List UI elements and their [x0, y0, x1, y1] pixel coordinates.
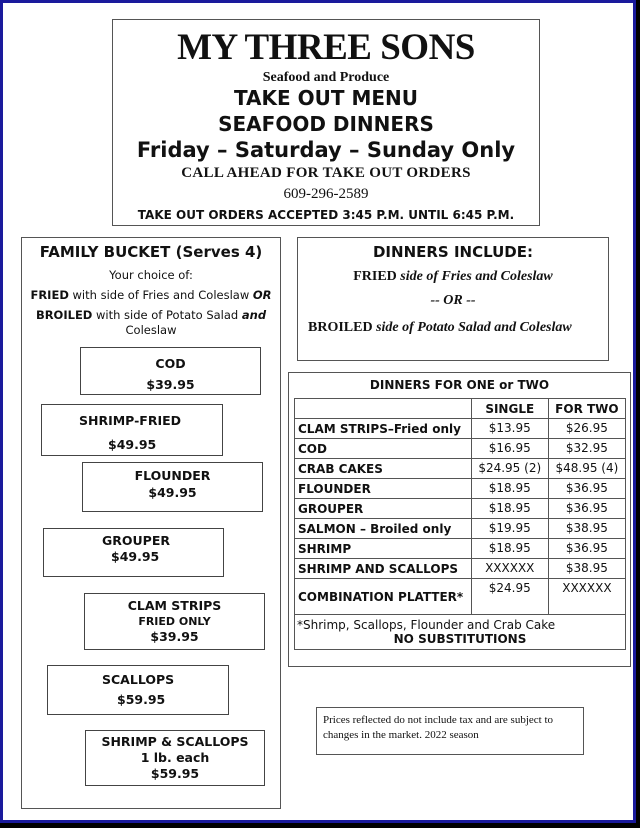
single-price: $18.95: [471, 539, 548, 559]
dinner-name: CRAB CAKES: [295, 459, 472, 479]
table-row: [295, 479, 626, 499]
dinner-name: SHRIMP: [295, 539, 472, 559]
bucket-item-scallops: [47, 665, 229, 715]
dinners-include-box: [297, 237, 609, 361]
or-separator: -- OR --: [430, 293, 476, 308]
table-row: [295, 559, 626, 579]
price-disclaimer: Prices reflected do not include tax and are subject to changes in the market. 2022 season: [316, 707, 584, 755]
fried-label: FRIED: [353, 269, 397, 284]
for-two-price: XXXXXX: [548, 579, 625, 615]
fried-label: FRIED: [30, 288, 69, 302]
table-row: [295, 519, 626, 539]
single-price: $16.95: [471, 439, 548, 459]
bucket-item-name: FLOUNDER: [134, 468, 211, 483]
dinner-name: COD: [295, 439, 472, 459]
bucket-item-note: FRIED ONLY: [138, 615, 211, 628]
broiled-side: [308, 320, 608, 336]
order-hours: TAKE OUT ORDERS ACCEPTED 3:45 P.M. UNTIL 6:45 P.M.: [137, 208, 515, 222]
phone-number: 609-296-2589: [283, 186, 369, 202]
bucket-item-name: SHRIMP-FRIED: [79, 413, 182, 428]
serves-label: (Serves 4): [175, 243, 263, 261]
menu-category: SEAFOOD DINNERS: [218, 112, 434, 136]
broiled-label: BROILED: [35, 308, 93, 322]
no-substitutions: NO SUBSTITUTIONS: [393, 632, 527, 646]
single-price: $24.95 (2): [471, 459, 548, 479]
fried-side-desc: side of Fries and Coleslaw: [396, 269, 553, 284]
days-open: Friday – Saturday – Sunday Only: [136, 138, 516, 162]
bucket-item-price: $49.95: [148, 485, 197, 500]
for-two-price: $36.95: [548, 479, 625, 499]
for-two-price: $48.95 (4): [548, 459, 625, 479]
for-two-price: $26.95: [548, 419, 625, 439]
broiled-label: BROILED: [308, 320, 373, 335]
table-header-row: [295, 399, 626, 419]
for-two-price: $36.95: [548, 539, 625, 559]
bucket-item-price: $59.95: [117, 692, 166, 707]
bucket-item-price: $39.95: [146, 377, 195, 392]
fried-side: [298, 269, 608, 285]
table-row: [295, 419, 626, 439]
coleslaw-label: Coleslaw: [125, 323, 177, 337]
table-row: [295, 539, 626, 559]
restaurant-name: MY THREE SONS: [177, 27, 475, 68]
single-price: XXXXXX: [471, 559, 548, 579]
single-price: $19.95: [471, 519, 548, 539]
combination-note: [295, 615, 626, 650]
call-ahead-text: CALL AHEAD FOR TAKE OUT ORDERS: [181, 165, 471, 181]
dinner-name: SHRIMP AND SCALLOPS: [295, 559, 472, 579]
column-header-for-two: FOR TWO: [548, 399, 625, 419]
broiled-side-desc: side of Potato Salad and Coleslaw: [372, 320, 572, 335]
family-bucket-box: [21, 237, 281, 809]
bucket-item-name: GROUPER: [102, 533, 170, 548]
bucket-item-price: $49.95: [108, 437, 157, 452]
bucket-item-name: SHRIMP & SCALLOPS: [101, 734, 249, 749]
restaurant-subtitle: Seafood and Produce: [262, 70, 390, 85]
table-row: [295, 459, 626, 479]
menu-type: TAKE OUT MENU: [233, 86, 419, 110]
dinner-name: GROUPER: [295, 499, 472, 519]
for-two-price: $36.95: [548, 499, 625, 519]
fried-option: [22, 288, 280, 302]
dinner-name: FLOUNDER: [295, 479, 472, 499]
family-bucket-title: [22, 243, 280, 261]
column-header-single: SINGLE: [471, 399, 548, 419]
bucket-item-grouper: [43, 528, 224, 577]
dinners-include-title: DINNERS INCLUDE:: [372, 243, 533, 261]
table-row: [295, 499, 626, 519]
single-price: $24.95: [471, 579, 548, 615]
table-row: [295, 439, 626, 459]
and-label: and: [241, 308, 267, 322]
bucket-item-flounder: [82, 462, 263, 512]
bucket-item-shrimp-scallops: [85, 730, 265, 786]
broiled-option: [30, 308, 272, 338]
for-two-price: $32.95: [548, 439, 625, 459]
dinner-name: COMBINATION PLATTER*: [295, 579, 472, 615]
bucket-item-name: SCALLOPS: [102, 672, 175, 687]
bucket-item-price: $39.95: [150, 629, 199, 644]
bucket-item-name: CLAM STRIPS: [127, 598, 222, 613]
table-note-row: [295, 615, 626, 650]
bucket-item-name: COD: [155, 356, 186, 371]
header-box: [112, 19, 540, 226]
for-two-price: $38.95: [548, 519, 625, 539]
bucket-item-price: $49.95: [111, 549, 160, 564]
dinner-name: SALMON – Broiled only: [295, 519, 472, 539]
broiled-desc: with side of Potato Salad: [92, 308, 242, 322]
bucket-item-note: 1 lb. each: [140, 750, 210, 765]
family-bucket-label: FAMILY BUCKET: [39, 243, 171, 261]
bucket-item-cod: [80, 347, 261, 395]
single-price: $18.95: [471, 479, 548, 499]
table-row: [295, 579, 626, 615]
combination-contents: *Shrimp, Scallops, Flounder and Crab Cake: [297, 618, 556, 632]
bucket-item-shrimp-fried: [41, 404, 223, 456]
dinner-name: CLAM STRIPS–Fried only: [295, 419, 472, 439]
or-label: OR: [252, 288, 272, 302]
choice-label: Your choice of:: [109, 268, 193, 282]
for-two-price: $38.95: [548, 559, 625, 579]
dinners-table-title: DINNERS FOR ONE or TWO: [369, 378, 550, 392]
bucket-item-clam-strips: [84, 593, 265, 650]
single-price: $13.95: [471, 419, 548, 439]
bucket-item-price: $59.95: [150, 766, 200, 781]
column-header-item: [295, 399, 472, 419]
dinners-for-one-or-two-box: [288, 372, 631, 667]
dinners-table: [294, 398, 626, 650]
single-price: $18.95: [471, 499, 548, 519]
fried-desc: with side of Fries and Coleslaw: [68, 288, 253, 302]
